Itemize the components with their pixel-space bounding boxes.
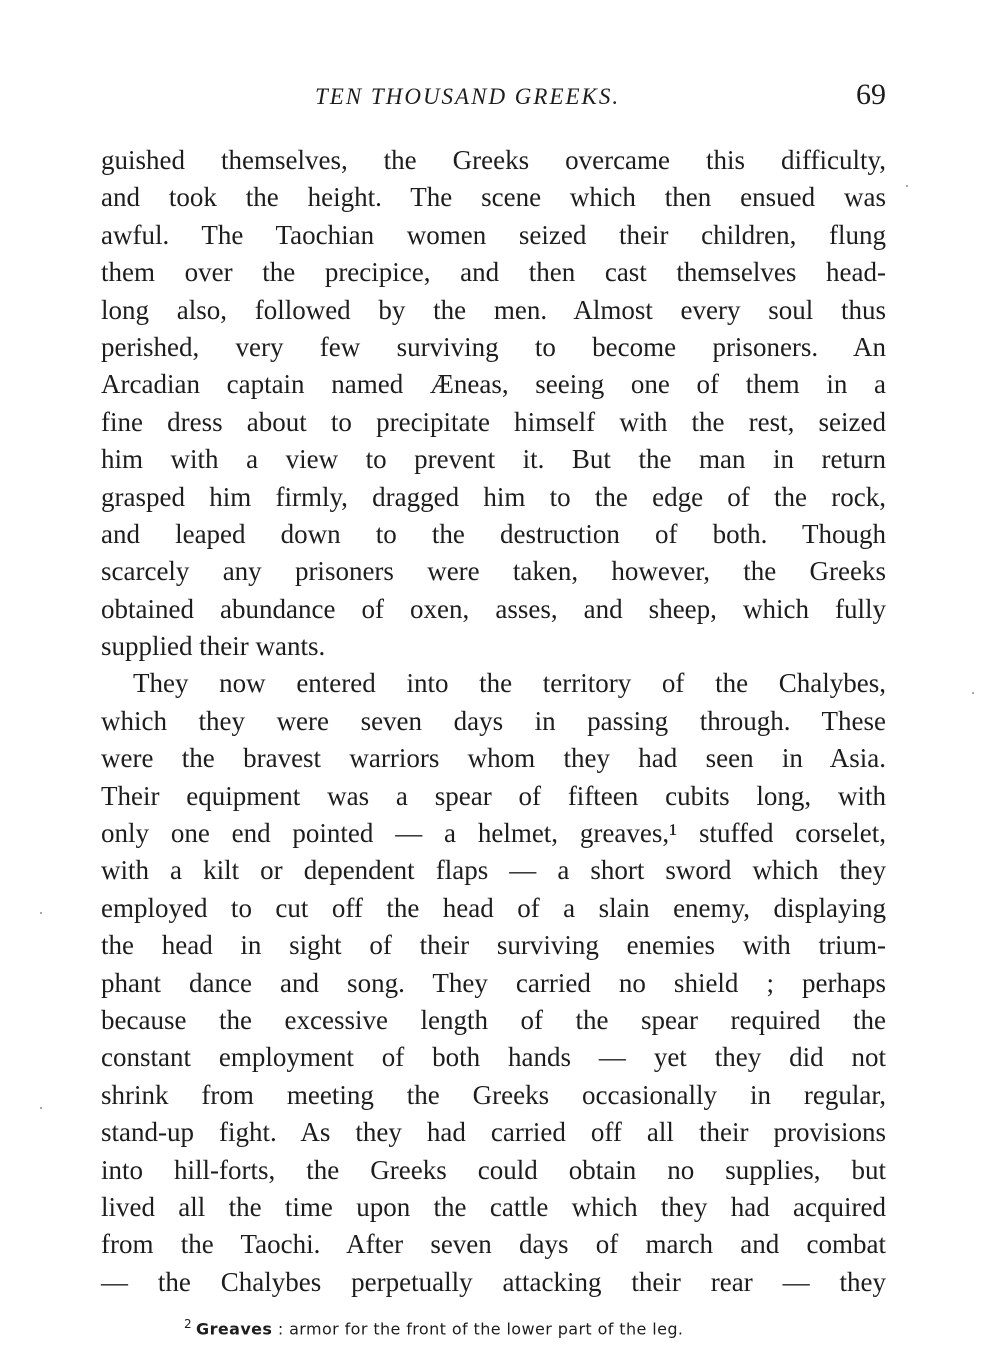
body-text xyxy=(101,142,886,1301)
text-line: the head in sight of their surviving enemies with trium- xyxy=(101,930,886,961)
text-line: shrink from meeting the Greeks occasionally in regular, xyxy=(101,1079,886,1110)
text-line: from the Taochi. After seven days of march and combat xyxy=(101,1229,886,1260)
footnote-term: Greaves xyxy=(196,1319,273,1339)
footnote xyxy=(184,1317,683,1338)
text-line: employed to cut off the head of a slain enemy, displaying xyxy=(101,892,886,923)
page-header xyxy=(0,78,1000,118)
scan-speck xyxy=(40,912,42,914)
text-line: because the excessive length of the spear required the xyxy=(101,1004,886,1035)
paragraph-first-line: They now entered into the territory of the Chalybes, xyxy=(133,668,886,699)
running-title: TEN THOUSAND GREEKS. xyxy=(315,84,621,109)
text-line: Their equipment was a spear of fifteen cubits long, with xyxy=(101,780,886,811)
text-line: awful. The Taochian women seized their children, flung xyxy=(101,219,886,250)
text-line: with a kilt or dependent flaps — a short sword which they xyxy=(101,855,886,886)
text-line: long also, followed by the men. Almost every soul thus xyxy=(101,294,886,325)
text-line: constant employment of both hands — yet they did not xyxy=(101,1042,886,1073)
text-line: supplied their wants. xyxy=(101,631,326,662)
footnote-text: armor for the front of the lower part of the leg. xyxy=(283,1319,684,1339)
text-line: phant dance and song. They carried no shield ; perhaps xyxy=(101,967,886,998)
text-line: and took the height. The scene which then ensued was xyxy=(101,182,886,213)
text-line: only one end pointed — a helmet, greaves,¹ stuffed corselet, xyxy=(101,818,886,849)
text-line: guished themselves, the Greeks overcame this difficulty, xyxy=(101,145,886,175)
text-line: stand-up fight. As they had carried off all their provisions xyxy=(101,1117,886,1148)
text-line: — the Chalybes perpetually attacking their rear — they xyxy=(101,1266,886,1297)
text-line: and leaped down to the destruction of both. Though xyxy=(101,518,886,549)
text-line: him with a view to prevent it. But the man in return xyxy=(101,444,886,475)
footnote-marker: 2 xyxy=(184,1317,193,1331)
text-line: them over the precipice, and then cast themselves head- xyxy=(101,257,886,288)
text-line: lived all the time upon the cattle which they had acquired xyxy=(101,1191,886,1222)
text-line: which they were seven days in passing through. These xyxy=(101,705,886,736)
scan-speck xyxy=(972,692,974,694)
text-line: obtained abundance of oxen, asses, and sheep, which fully xyxy=(101,593,886,624)
footnote-separator: : xyxy=(272,1319,284,1339)
text-line: Arcadian captain named Æneas, seeing one of them in a xyxy=(101,369,886,400)
text-line: perished, very few surviving to become prisoners. An xyxy=(101,331,886,362)
text-line: were the bravest warriors whom they had seen in Asia. xyxy=(101,743,886,774)
text-line: into hill-forts, the Greeks could obtain no supplies, but xyxy=(101,1154,886,1185)
text-line: fine dress about to precipitate himself with the rest, seized xyxy=(101,406,886,437)
page-number: 69 xyxy=(856,78,886,111)
scan-speck xyxy=(906,185,908,187)
text-line: grasped him firmly, dragged him to the edge of the rock, xyxy=(101,481,886,512)
scan-speck xyxy=(40,1107,42,1109)
text-line: scarcely any prisoners were taken, however, the Greeks xyxy=(101,556,886,587)
